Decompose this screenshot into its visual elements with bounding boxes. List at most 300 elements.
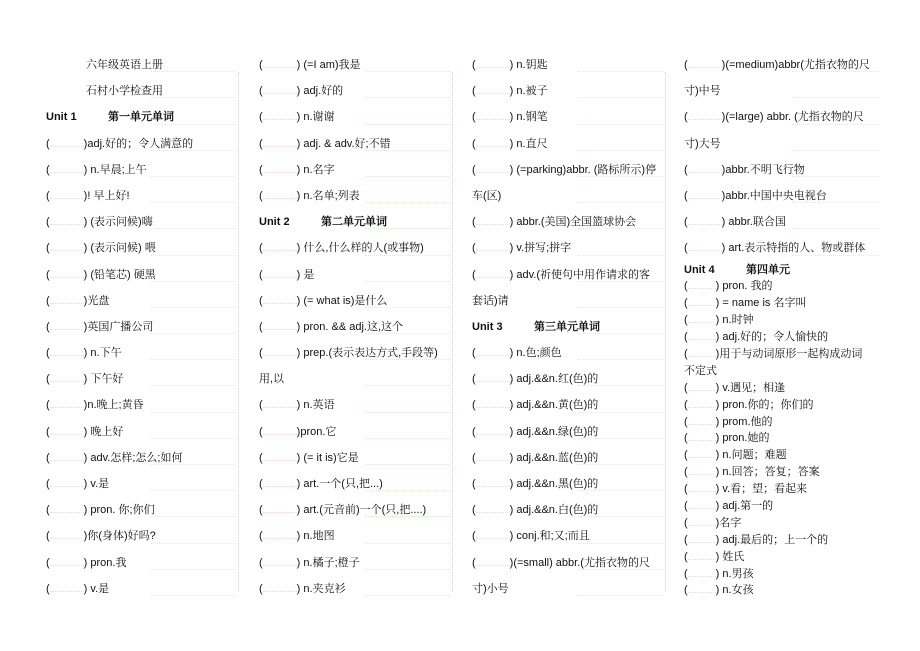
unit-number: Unit 2 [259, 216, 290, 229]
open-paren: ( [259, 163, 263, 176]
vocab-item [46, 419, 236, 445]
answer-blank[interactable] [263, 347, 297, 356]
definition-text: ) 晚上好 [83, 425, 124, 438]
definition-text: ) (= it is)它是 [296, 451, 359, 464]
answer-blank[interactable] [688, 216, 722, 225]
definition-text: ) art.(元音前)一个(只,把....) [296, 504, 427, 517]
vocab-item [472, 262, 664, 288]
definition-text: )abbr.不明飞行物 [721, 163, 805, 176]
vocab-item [684, 104, 880, 130]
vocab-item [46, 209, 236, 235]
unit-title: 第二单元单词 [321, 216, 387, 229]
vocab-item [46, 392, 236, 418]
answer-blank[interactable] [476, 530, 510, 539]
open-paren: ( [684, 347, 688, 360]
vocab-item [684, 582, 880, 599]
column-divider [238, 72, 239, 592]
unit-number: Unit 4 [684, 263, 715, 276]
definition-text: ) n.色;颜色 [509, 347, 562, 360]
vocab-item [472, 340, 664, 366]
vocab-item [46, 314, 236, 340]
vocab-item [684, 498, 880, 515]
unit-title: 第一单元单词 [108, 111, 174, 124]
open-paren: ( [684, 550, 688, 563]
vocab-item [684, 329, 880, 346]
definition-text: ) adj.&&n.黄(色)的 [509, 399, 599, 412]
answer-blank[interactable] [263, 426, 297, 435]
open-paren: ( [46, 137, 50, 150]
definition-text: ) pron.她的 [715, 432, 770, 445]
answer-blank[interactable] [263, 478, 297, 487]
answer-blank[interactable] [263, 321, 297, 330]
definition-text: )! 早上好! [83, 189, 130, 202]
answer-blank[interactable] [50, 557, 84, 566]
definition-text: ) n.回答；答复；答案 [715, 466, 820, 479]
definition-text: ) (=I am)我是 [296, 59, 361, 71]
definition-text: ) adj.&&n.绿(色)的 [509, 425, 599, 438]
vocab-item [684, 346, 880, 363]
definition-text: 用,以 [259, 373, 285, 386]
answer-blank[interactable] [263, 111, 297, 120]
definition-text: ) adj.&&n.蓝(色)的 [509, 451, 599, 464]
definition-text: ) (铅笔芯) 硬黑 [83, 268, 156, 281]
open-paren: ( [46, 504, 50, 517]
open-paren: ( [684, 163, 688, 176]
open-paren: ( [259, 530, 263, 543]
vocab-item [684, 566, 880, 583]
definition-text: )adj.好的；令人满意的 [83, 137, 194, 150]
definition-text: )用于与动词原形一起构成动词 [715, 347, 863, 360]
definition-text: ) n.钢笔 [509, 111, 548, 124]
answer-blank[interactable] [688, 280, 716, 289]
vocab-item [259, 52, 451, 78]
answer-blank[interactable] [476, 557, 510, 566]
answer-blank[interactable] [688, 164, 722, 173]
definition-text: ) pron. 你;你们 [83, 504, 155, 517]
open-paren: ( [46, 163, 50, 176]
definition-text: )(=medium)abbr(尤指衣物的尺 [721, 59, 870, 71]
vocab-item [684, 414, 880, 431]
open-paren: ( [46, 373, 50, 386]
definition-text: ) n.钥匙 [509, 59, 548, 71]
vocab-item [259, 550, 451, 576]
vocab-item [259, 157, 451, 183]
open-paren: ( [684, 499, 688, 512]
definition-text: ) n.橘子;橙子 [296, 556, 360, 569]
unit-number: Unit 1 [46, 111, 77, 124]
unit-title: 第四单元 [746, 263, 790, 276]
answer-blank[interactable] [263, 399, 297, 408]
answer-blank[interactable] [50, 478, 84, 487]
vocab-item [684, 380, 880, 397]
answer-blank[interactable] [263, 269, 297, 278]
definition-text: ) art.一个(只,把...) [296, 478, 383, 490]
worksheet-title [46, 78, 236, 104]
definition-text: ) = name is 名字叫 [715, 297, 807, 310]
answer-blank[interactable] [263, 557, 297, 566]
definition-text: ) n.谢谢 [296, 111, 335, 124]
vocab-item [472, 392, 664, 418]
answer-blank[interactable] [263, 164, 297, 173]
vocab-item [46, 576, 236, 602]
open-paren: ( [684, 584, 688, 597]
definition-text: ) art.表示特指的人、物或群体 [721, 242, 866, 255]
answer-blank[interactable] [688, 466, 716, 475]
definition-text: 不定式 [684, 364, 717, 377]
answer-blank[interactable] [688, 399, 716, 408]
definition-text: ) adj. & adv.好;不错 [296, 137, 391, 150]
open-paren: ( [472, 451, 476, 464]
answer-blank[interactable] [688, 568, 716, 577]
answer-blank[interactable] [263, 583, 297, 592]
vocab-item [46, 235, 236, 261]
definition-text: ) n.早晨;上午 [83, 163, 147, 176]
answer-blank[interactable] [688, 297, 716, 306]
vocab-item [684, 295, 880, 312]
vocab-item [46, 445, 236, 471]
definition-text: ) n.男孩 [715, 567, 754, 580]
vocab-item [46, 366, 236, 392]
answer-blank[interactable] [50, 164, 84, 173]
open-paren: ( [259, 189, 263, 202]
vocab-item [259, 235, 451, 261]
open-paren: ( [259, 582, 263, 595]
open-paren: ( [46, 582, 50, 595]
open-paren: ( [684, 297, 688, 310]
answer-blank[interactable] [50, 347, 84, 356]
definition-text: ) pron.你的；你们的 [715, 398, 814, 411]
definition-text: ) pron.我 [83, 556, 127, 569]
answer-blank[interactable] [50, 452, 84, 461]
answer-blank[interactable] [263, 504, 297, 513]
answer-blank[interactable] [476, 452, 510, 461]
vocab-item [684, 549, 880, 566]
vocab-item [259, 340, 451, 366]
vocab-item [472, 52, 664, 78]
vocab-item [684, 183, 880, 209]
vocab-item [472, 445, 664, 471]
vocab-item [46, 471, 236, 497]
answer-blank[interactable] [688, 551, 716, 560]
vocab-item [472, 366, 664, 392]
answer-blank[interactable] [688, 584, 716, 593]
open-paren: ( [684, 466, 688, 479]
definition-text: ) (表示问候)嗨 [83, 216, 153, 229]
definition-text: )你(身体)好吗? [83, 530, 156, 543]
vocab-item [46, 340, 236, 366]
open-paren: ( [472, 137, 476, 150]
answer-blank[interactable] [50, 242, 84, 251]
definition-text: ) adj.&&n.红(色)的 [509, 373, 599, 386]
vocab-item [259, 392, 451, 418]
open-paren: ( [46, 242, 50, 255]
definition-text: )n.晚上;黄昏 [83, 399, 144, 412]
answer-blank[interactable] [476, 164, 510, 173]
open-paren: ( [472, 268, 476, 281]
open-paren: ( [46, 478, 50, 490]
definition-text: ) adj.最后的；上一个的 [715, 533, 829, 546]
answer-blank[interactable] [50, 530, 84, 539]
answer-blank[interactable] [476, 111, 510, 120]
definition-text: ) n.地图 [296, 530, 335, 543]
open-paren: ( [684, 331, 688, 344]
open-paren: ( [259, 85, 263, 98]
answer-blank[interactable] [688, 331, 716, 340]
vocab-item [46, 523, 236, 549]
vocab-item [259, 419, 451, 445]
definition-text: ) 是 [296, 268, 315, 281]
open-paren: ( [472, 556, 476, 569]
answer-blank[interactable] [263, 295, 297, 304]
open-paren: ( [472, 59, 476, 71]
vocab-item [46, 131, 236, 157]
definition-text: ) n.下午 [83, 347, 122, 360]
open-paren: ( [46, 320, 50, 333]
open-paren: ( [472, 242, 476, 255]
answer-blank[interactable] [688, 314, 716, 323]
definition-text: 套话)请 [472, 294, 509, 307]
open-paren: ( [46, 556, 50, 569]
answer-blank[interactable] [688, 500, 716, 509]
vocab-item [259, 78, 451, 104]
answer-blank[interactable] [688, 449, 716, 458]
answer-blank[interactable] [476, 478, 510, 487]
definition-text: 寸)中号 [684, 85, 721, 98]
answer-blank[interactable] [688, 190, 722, 199]
vocab-continuation [472, 576, 664, 602]
open-paren: ( [46, 530, 50, 543]
definition-text: ) (= what is)是什么 [296, 294, 388, 307]
definition-text: )abbr.中国中央电视台 [721, 189, 827, 202]
definition-text: ) v.是 [83, 582, 110, 595]
answer-blank[interactable] [688, 483, 716, 492]
vocab-item [259, 104, 451, 130]
open-paren: ( [259, 137, 263, 150]
answer-blank[interactable] [263, 242, 297, 251]
answer-blank[interactable] [50, 426, 84, 435]
vocab-item [472, 131, 664, 157]
definition-text: ) n.时钟 [715, 314, 754, 327]
definition-text: ) n.名单;列表 [296, 189, 360, 202]
answer-blank[interactable] [50, 138, 84, 147]
open-paren: ( [46, 294, 50, 307]
answer-blank[interactable] [476, 504, 510, 513]
vocab-item [259, 576, 451, 602]
vocab-item [684, 235, 880, 261]
vocab-item [259, 183, 451, 209]
open-paren: ( [684, 111, 688, 124]
vocab-item [472, 104, 664, 130]
answer-blank[interactable] [688, 534, 716, 543]
answer-blank[interactable] [50, 269, 84, 278]
vocab-item [684, 464, 880, 481]
column-divider [665, 72, 666, 592]
definition-text: )光盘 [83, 294, 110, 307]
open-paren: ( [684, 432, 688, 445]
definition-text: ) adj.&&n.白(色)的 [509, 504, 599, 517]
vocab-item [472, 523, 664, 549]
vocab-item [472, 550, 664, 576]
open-paren: ( [684, 216, 688, 229]
answer-blank[interactable] [476, 216, 510, 225]
vocab-item [684, 447, 880, 464]
column-2 [259, 52, 451, 602]
column-divider [452, 72, 453, 592]
column-3 [472, 52, 664, 602]
open-paren: ( [472, 478, 476, 490]
answer-blank[interactable] [50, 399, 84, 408]
answer-blank[interactable] [263, 530, 297, 539]
unit-heading [46, 104, 236, 130]
vocab-item [46, 157, 236, 183]
column-4 [684, 52, 880, 599]
answer-blank[interactable] [263, 85, 297, 94]
answer-blank[interactable] [688, 59, 722, 68]
unit-heading [472, 314, 664, 340]
open-paren: ( [472, 399, 476, 412]
answer-blank[interactable] [476, 373, 510, 382]
answer-blank[interactable] [476, 85, 510, 94]
definition-text: ) n.英语 [296, 399, 335, 412]
vocab-item [259, 471, 451, 497]
answer-blank[interactable] [50, 190, 84, 199]
open-paren: ( [684, 533, 688, 546]
open-paren: ( [472, 425, 476, 438]
open-paren: ( [472, 373, 476, 386]
open-paren: ( [684, 483, 688, 496]
answer-blank[interactable] [476, 347, 510, 356]
vocab-item [46, 183, 236, 209]
open-paren: ( [472, 163, 476, 176]
open-paren: ( [259, 347, 263, 360]
vocab-item [684, 515, 880, 532]
definition-text: ) adv.(祈使句中用作请求的客 [509, 268, 651, 281]
answer-blank[interactable] [476, 242, 510, 251]
column-1 [46, 52, 236, 602]
answer-blank[interactable] [50, 321, 84, 330]
vocab-item [472, 209, 664, 235]
open-paren: ( [684, 59, 688, 71]
answer-blank[interactable] [50, 583, 84, 592]
unit-title: 第三单元单词 [534, 320, 600, 333]
definition-text: ) v.看；望；看起来 [715, 483, 808, 496]
answer-blank[interactable] [263, 59, 297, 68]
vocab-item [472, 235, 664, 261]
answer-blank[interactable] [263, 452, 297, 461]
answer-blank[interactable] [688, 517, 716, 526]
open-paren: ( [472, 347, 476, 360]
definition-text: 车(区) [472, 189, 502, 202]
vocab-item [684, 481, 880, 498]
definition-text: ) abbr.(美国)全国篮球协会 [509, 216, 637, 229]
open-paren: ( [259, 294, 263, 307]
open-paren: ( [684, 381, 688, 394]
answer-blank[interactable] [263, 190, 297, 199]
answer-blank[interactable] [476, 399, 510, 408]
definition-text: 寸)小号 [472, 582, 509, 595]
open-paren: ( [684, 314, 688, 327]
vocab-item [684, 52, 880, 78]
open-paren: ( [684, 189, 688, 202]
open-paren: ( [259, 425, 263, 438]
open-paren: ( [46, 216, 50, 229]
answer-blank[interactable] [688, 432, 716, 441]
answer-blank[interactable] [50, 295, 84, 304]
open-paren: ( [472, 530, 476, 543]
open-paren: ( [684, 516, 688, 529]
unit-heading [684, 262, 880, 279]
vocab-item [684, 209, 880, 235]
definition-text: ) n.直尺 [509, 137, 548, 150]
vocab-item [46, 497, 236, 523]
open-paren: ( [259, 242, 263, 255]
answer-blank[interactable] [688, 242, 722, 251]
open-paren: ( [46, 189, 50, 202]
vocab-continuation [259, 366, 451, 392]
vocab-item [472, 497, 664, 523]
answer-blank[interactable] [476, 138, 510, 147]
vocab-item [684, 278, 880, 295]
open-paren: ( [259, 320, 263, 333]
answer-blank[interactable] [476, 269, 510, 278]
definition-text: ) prom.他的 [715, 415, 773, 428]
answer-blank[interactable] [50, 504, 84, 513]
open-paren: ( [46, 451, 50, 464]
definition-text: 寸)大号 [684, 137, 721, 150]
vocab-item [259, 314, 451, 340]
definition-text: ) (=parking)abbr. (路标所示)停 [509, 163, 657, 176]
definition-text: ) 姓氏 [715, 550, 745, 563]
vocab-item [259, 497, 451, 523]
open-paren: ( [46, 268, 50, 281]
definition-text: ) pron. 我的 [715, 280, 773, 293]
open-paren: ( [684, 242, 688, 255]
vocab-item [684, 157, 880, 183]
vocab-item [46, 288, 236, 314]
answer-blank[interactable] [50, 373, 84, 382]
answer-blank[interactable] [263, 138, 297, 147]
definition-text: ) n.名字 [296, 163, 335, 176]
answer-blank[interactable] [476, 59, 510, 68]
vocab-item [259, 445, 451, 471]
vocab-item [259, 523, 451, 549]
answer-blank[interactable] [688, 348, 716, 357]
open-paren: ( [684, 398, 688, 411]
answer-blank[interactable] [688, 111, 722, 120]
open-paren: ( [684, 449, 688, 462]
definition-text: ) 下午好 [83, 373, 124, 386]
vocab-continuation [684, 131, 880, 157]
definition-text: ) v.拼写;拼字 [509, 242, 572, 255]
definition-text: ) adj.好的 [296, 85, 344, 98]
answer-blank[interactable] [688, 416, 716, 425]
open-paren: ( [259, 504, 263, 517]
answer-blank[interactable] [476, 426, 510, 435]
definition-text: ) n.问题；难题 [715, 449, 787, 462]
open-paren: ( [472, 85, 476, 98]
definition-text: ) adj.第一的 [715, 499, 774, 512]
open-paren: ( [472, 504, 476, 517]
open-paren: ( [46, 347, 50, 360]
vocab-item [684, 397, 880, 414]
vocab-item [684, 532, 880, 549]
vocab-item [259, 288, 451, 314]
answer-blank[interactable] [688, 382, 716, 391]
open-paren: ( [46, 425, 50, 438]
definition-text: ) adj.好的；令人愉快的 [715, 331, 829, 344]
answer-blank[interactable] [50, 216, 84, 225]
vocab-continuation [684, 363, 880, 380]
